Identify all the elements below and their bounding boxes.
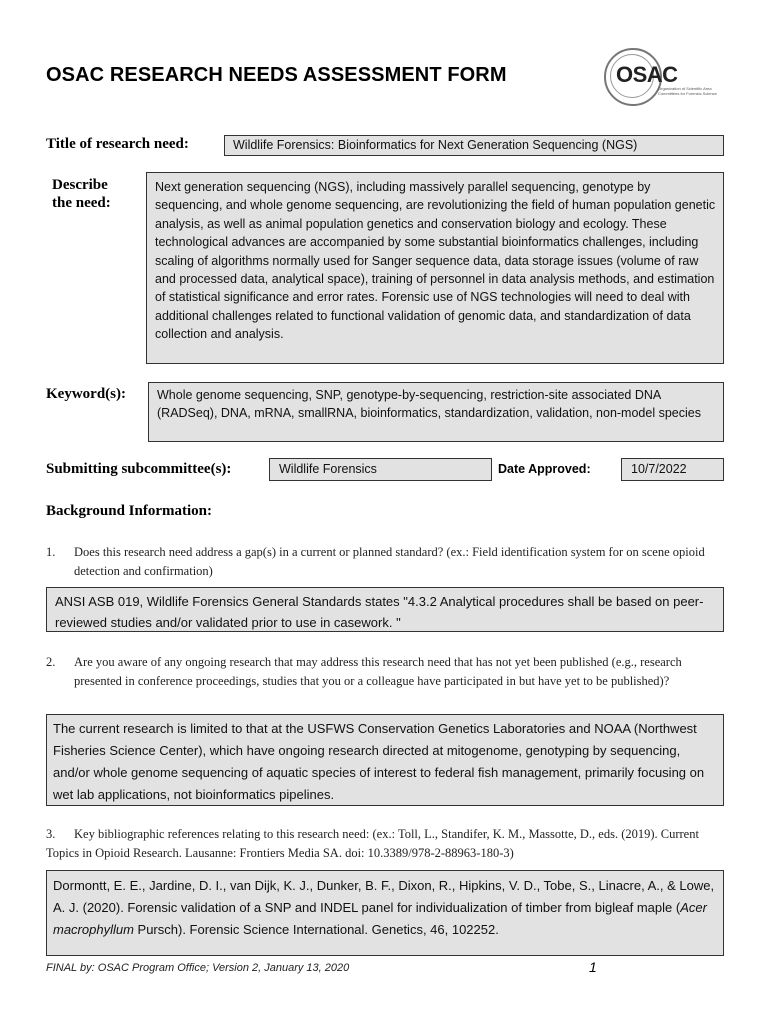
describe-field[interactable] [146, 172, 724, 364]
page-title: OSAC RESEARCH NEEDS ASSESSMENT FORM [46, 64, 507, 86]
describe-value: Next generation sequencing (NGS), including massively parallel sequencing, genotype by sequencing, and whole genome sequencing, are revolutionizing the field of human population genetic analysis, as well as animal population genetics and conservation biology and ecology. These technological advances are accompanied by some substantial bioinformatics challenges, including scaling of algorithms normally used for Sanger sequence data, data storage issues (volume of raw and processed data, analytical space), training of personnel in data analysis methods, and estimation of statistical significance and error rates. Forensic use of NGS technologies will need to deal with additional challenges related to functional validation of genomic data, and standardization of data collection and analysis. [155, 180, 716, 342]
date-approved-field[interactable] [621, 458, 724, 481]
answer-3-italic: Acer macrophyllum [53, 900, 707, 937]
osac-logo [604, 48, 728, 108]
answer-1-value: ANSI ASB 019, Wildlife Forensics General Standards states "4.3.2 Analytical procedures shall be based on peer-reviewed studies and/or validated prior to use in casework. " [55, 594, 704, 630]
describe-label-line2: the need: [52, 195, 111, 211]
question-2-text: Are you aware of any ongoing research that may address this research need that has not yet been published (e.g., research presented in conference proceedings, studies that you or a colleague have participated in but have yet to be published)? [74, 655, 682, 688]
date-approved-value: 10/7/2022 [631, 462, 687, 476]
keywords-value: Whole genome sequencing, SNP, genotype-by-sequencing, restriction-site associated DNA (RADSeq), DNA, mRNA, smallRNA, bioinformatics, standardization, validation, non-model species [157, 388, 701, 421]
describe-label-line1: Describe [52, 177, 108, 193]
title-value: Wildlife Forensics: Bioinformatics for Next Generation Sequencing (NGS) [233, 138, 638, 152]
answer-3-value-part1: Dormontt, E. E., Jardine, D. I., van Dijk, K. J., Dunker, B. F., Dixon, R., Hipkins, V. D., Tobe, S., Linacre, A., & Lowe, A. J. (2020). Forensic validation of a SNP and INDEL panel for individualization of timber from bigleaf maple ( [53, 878, 715, 915]
logo-tagline: Organization of Scientific Area Committees for Forensic Science [658, 86, 717, 96]
logo-text: OSAC [616, 62, 678, 87]
question-3-number: 3. [46, 827, 56, 841]
question-2-number: 2. [46, 655, 56, 669]
question-1-text: Does this research need address a gap(s) in a current or planned standard? (ex.: Field identification system for on scene opioid detection and confirmation) [74, 545, 705, 578]
keywords-label: Keyword(s): [46, 386, 126, 402]
subcommittee-value: Wildlife Forensics [279, 462, 377, 476]
describe-label [52, 176, 111, 212]
title-label: Title of research need: [46, 136, 189, 152]
subcommittee-field[interactable] [269, 458, 492, 481]
answer-2-value: The current research is limited to that at the USFWS Conservation Genetics Laboratories and NOAA (Northwest Fisheries Science Center), which have ongoing research directed at mitogenome, genotyping by sequencing, and/or whole genome sequencing of aquatic species of interest to federal fish management, primarily focusing on wet lab applications, not bioinformatics pipelines. [53, 721, 705, 802]
date-approved-label: Date Approved: [498, 462, 591, 476]
keywords-field[interactable] [148, 382, 724, 442]
footer-text: FINAL by: OSAC Program Office; Version 2, January 13, 2020 [46, 962, 350, 974]
title-field[interactable] [224, 135, 724, 156]
question-3-text-value: Key bibliographic references relating to this research need: (ex.: Toll, L., Standifer, K. M., Massotte, D., eds. (2019). Current Topics in Opioid Research. Lausanne: Frontiers Media SA. doi: 10.3389/978-2-88963-180-3) [46, 827, 699, 860]
answer-1-field[interactable] [46, 587, 724, 632]
answer-3-value-part2: Pursch). Forensic Science International. Genetics, 46, 102252. [133, 922, 499, 937]
question-1-number: 1. [46, 545, 56, 559]
answer-2-field[interactable] [46, 714, 724, 806]
answer-3-field[interactable] [46, 870, 724, 956]
question-3-text [46, 825, 722, 863]
subcommittee-label: Submitting subcommittee(s): [46, 461, 232, 477]
page-number: 1 [589, 959, 597, 975]
background-heading: Background Information: [46, 503, 212, 519]
